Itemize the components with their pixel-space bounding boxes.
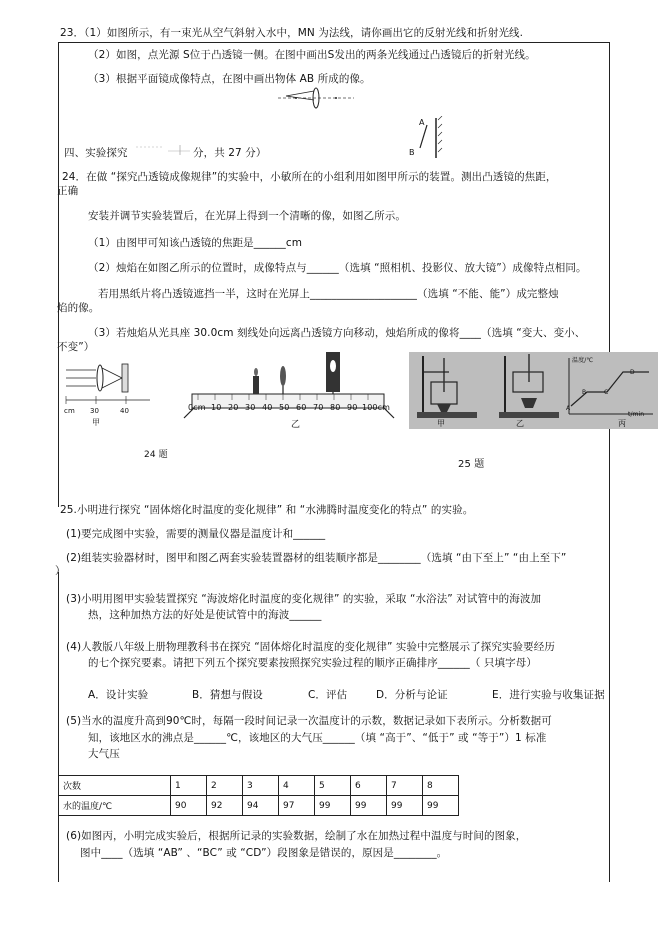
table-cell: 94 xyxy=(243,796,279,816)
bench-tick-10: 10 xyxy=(211,403,222,412)
table-row xyxy=(59,776,459,796)
q25-part4a: (4)人教版八年级上册物理教科书在探究 “固体熔化时温度的变化规律” 实验中完整展示了探究实验要经历 xyxy=(66,641,555,653)
q25-part4b: 的七个探究要素。请把下列五个探究要素按照探究实验过程的顺序正确排序______（ 只填字母） xyxy=(88,657,537,669)
bench-tick-50: 50 xyxy=(279,403,290,412)
q25-option-a: A．设计实验 xyxy=(88,689,149,701)
bench-tick-20: 20 xyxy=(228,403,239,412)
mirror-label-a: A xyxy=(419,118,425,127)
bench-tick-90: 90 xyxy=(347,403,358,412)
section4-score: 分，共 27 分） xyxy=(193,147,267,159)
q25-option-c: C．评估 xyxy=(308,689,348,701)
q24-line4: （2）烛焰在如图乙所示的位置时，成像特点与______（选填 “照相机、投影仪、放大镜”）成像特点相同。 xyxy=(88,262,587,274)
mirror-label-b: B xyxy=(409,148,415,157)
bench-tick-100: 100cm xyxy=(362,403,390,412)
bench-tick-40: 40 xyxy=(262,403,273,412)
q25-option-e: E．进行实验与收集证据 xyxy=(492,689,605,701)
table-cell: 4 xyxy=(279,776,315,796)
faded-ray-figure xyxy=(134,141,194,157)
fig25-point-a: A xyxy=(566,405,571,412)
table-cell: 90 xyxy=(171,796,207,816)
q24-line5b: 焰的像。 xyxy=(57,302,100,314)
fig25-point-d: D xyxy=(630,369,635,376)
q24-line3: （1）由图甲可知该凸透镜的焦距是______cm xyxy=(88,237,303,249)
table-cell: 99 xyxy=(315,796,351,816)
table-cell: 2 xyxy=(207,776,243,796)
table-cell: 3 xyxy=(243,776,279,796)
table-cell: 99 xyxy=(351,796,387,816)
table-header-count: 次数 xyxy=(59,776,171,796)
q25-part2: (2)组装实验器材时，图甲和图乙两套实验装置器材的组装顺序都是________（选填 “由下至上” “由上至下” xyxy=(66,552,567,564)
fig25-label-bing: 丙 xyxy=(618,419,627,428)
q25-part3b: 热，这种加热方法的好处是使试管中的海波______ xyxy=(88,609,322,621)
convex-lens-figure xyxy=(276,86,356,110)
table-cell: 8 xyxy=(423,776,459,796)
fig25-label-jia: 甲 xyxy=(437,419,446,428)
bench-tick-60: 60 xyxy=(296,403,307,412)
table-cell: 6 xyxy=(351,776,387,796)
q25-part3a: (3)小明用图甲实验装置探究 “海波熔化时温度的变化规律” 的实验，采取 “水浴法” 对试管中的海波加 xyxy=(66,593,542,605)
q23-line3: （3）根据平面镜成像特点，在图中画出物体 AB 所成的像。 xyxy=(88,73,371,85)
bench-tick-0: 0cm xyxy=(188,403,206,412)
bench-tick-80: 80 xyxy=(330,403,341,412)
table-cell: 99 xyxy=(387,796,423,816)
figure-25-number: 25 题 xyxy=(458,459,485,470)
q24-line6: （3）若烛焰从光具座 30.0cm 刻线处向远离凸透镜方向移动，烛焰所成的像将____（选填 “变大、变小、 xyxy=(88,327,586,339)
table-cell: 92 xyxy=(207,796,243,816)
q25-part6b: 图中____（选填 “AB” 、“BC” 或 “CD”）段图象是错误的，原因是________。 xyxy=(80,847,448,859)
bench-tick-30: 30 xyxy=(245,403,256,412)
table-row xyxy=(59,796,459,816)
fig25-time-label: t/min xyxy=(628,411,645,418)
q24-line1b: 正确 xyxy=(57,185,79,197)
section4-title: 四、实验探究 xyxy=(64,147,128,159)
table-cell: 7 xyxy=(387,776,423,796)
q25-part2b: ） xyxy=(55,565,66,577)
figure-24-jia xyxy=(64,356,152,412)
boiling-data-table xyxy=(58,775,459,816)
frame-top-border xyxy=(58,42,610,43)
figure-jia-label: 甲 xyxy=(92,418,101,427)
q25-part5b: 知，该地区水的沸点是______℃，该地区的大气压______（填 “高于”、“低于” 或 “等于”）1 标准 xyxy=(88,732,547,744)
q24-line5: 若用黑纸片将凸透镜遮挡一半，这时在光屏上____________________（选填 “不能、能”）成完整烛 xyxy=(98,288,559,300)
table-cell: 97 xyxy=(279,796,315,816)
q25-option-d: D．分析与论证 xyxy=(376,689,448,701)
q24-line1: 24．在做 “探究凸透镜成像规律”的实验中，小敏所在的小组利用如图甲所示的装置。测出凸透镜的焦距， xyxy=(62,171,557,183)
frame-left-border xyxy=(58,42,59,507)
jia-tick-cm: cm xyxy=(64,407,75,415)
q25-option-b: B．猜想与假设 xyxy=(192,689,263,701)
frame-left-border-lower xyxy=(58,572,59,882)
table-cell: 1 xyxy=(171,776,207,796)
q24-line2: 安装并调节实验装置后，在光屏上得到一个清晰的像，如图乙所示。 xyxy=(88,210,406,222)
fig25-point-b: B xyxy=(582,389,587,396)
table-cell: 5 xyxy=(315,776,351,796)
q25-part6a: (6)如图丙，小明完成实验后，根据所记录的实验数据，绘制了水在加热过程中温度与时间的图象， xyxy=(66,830,527,842)
figure-24-number: 24 题 xyxy=(144,450,168,460)
figure-yi-label: 乙 xyxy=(291,420,301,430)
jia-tick-40: 40 xyxy=(120,407,130,415)
table-header-temp: 水的温度/℃ xyxy=(59,796,171,816)
q25-part5c: 大气压 xyxy=(88,748,120,760)
table-cell: 99 xyxy=(423,796,459,816)
q23-line1: 23．（1）如图所示，有一束光从空气斜射入水中，MN 为法线，请你画出它的反射光线和折射光线. xyxy=(60,27,524,39)
fig25-temp-label: 温度/℃ xyxy=(572,357,594,364)
q25-line1: 25.小明进行探究 “固体熔化时温度的变化规律” 和 “水沸腾时温度变化的特点” 的实验。 xyxy=(60,504,474,516)
bench-tick-70: 70 xyxy=(313,403,324,412)
jia-tick-30: 30 xyxy=(90,407,100,415)
q23-line2: （2）如图，点光源 S位于凸透镜一侧。在图中画出S发出的两条光线通过凸透镜后的折射光线。 xyxy=(88,49,536,61)
frame-right-border xyxy=(609,42,610,882)
fig25-label-yi: 乙 xyxy=(516,419,525,428)
q25-part5a: (5)当水的温度升高到90℃时，每隔一段时间记录一次温度计的示数，数据记录如下表所示。分析数据可 xyxy=(66,715,552,727)
q25-part1: (1)要完成图中实验，需要的测量仪器是温度计和______ xyxy=(66,528,326,540)
fig25-point-c: C xyxy=(604,389,609,396)
q24-line6b: 不变”） xyxy=(57,341,95,353)
